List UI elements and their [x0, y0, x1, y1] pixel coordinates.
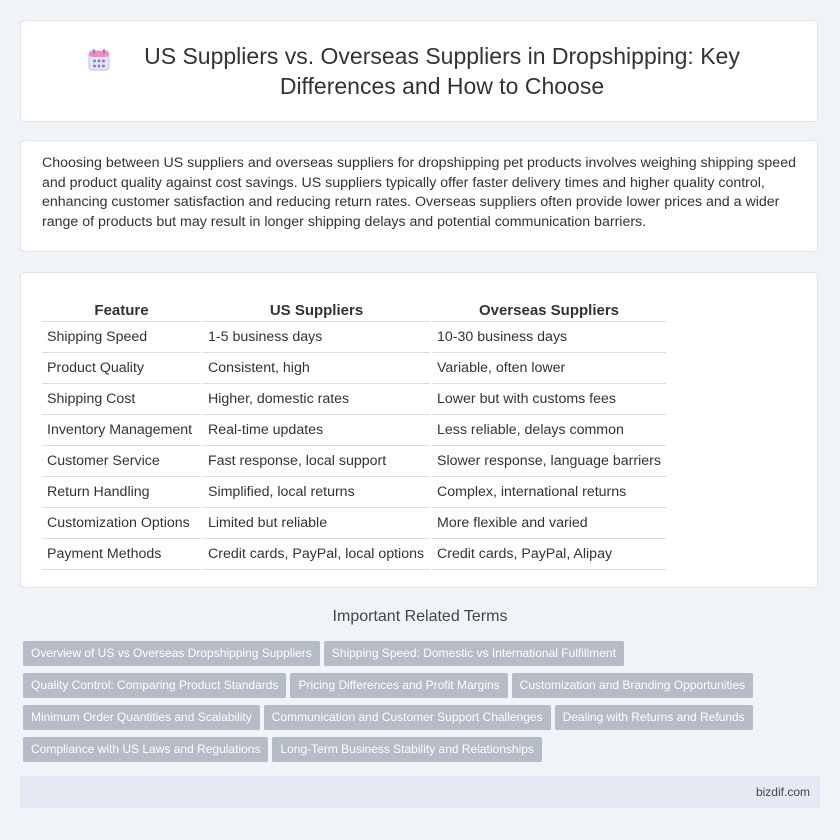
related-terms-heading: Important Related Terms — [332, 608, 508, 625]
related-term-tag[interactable]: Minimum Order Quantities and Scalability — [23, 705, 260, 730]
table-cell: Limited but reliable — [203, 508, 430, 539]
comparison-card — [20, 272, 818, 588]
table-cell: Lower but with customs fees — [432, 384, 666, 415]
table-cell: Slower response, language barriers — [432, 446, 666, 477]
title-wrap — [86, 41, 752, 101]
table-cell: Variable, often lower — [432, 353, 666, 384]
related-term-tag[interactable]: Customization and Branding Opportunities — [512, 673, 753, 698]
table-row — [42, 477, 666, 508]
table-cell: Payment Methods — [42, 539, 201, 570]
related-term-tag[interactable]: Overview of US vs Overseas Dropshipping Suppliers — [23, 641, 320, 666]
related-term-tag[interactable]: Shipping Speed: Domestic vs International Fulfillment — [324, 641, 624, 666]
column-header-feature: Feature — [42, 293, 201, 322]
table-cell: Credit cards, PayPal, Alipay — [432, 539, 666, 570]
table-row — [42, 353, 666, 384]
column-header-overseas: Overseas Suppliers — [432, 293, 666, 322]
table-cell: 1-5 business days — [203, 322, 430, 353]
related-terms-list — [23, 641, 823, 769]
table-cell: Credit cards, PayPal, local options — [203, 539, 430, 570]
table-row — [42, 384, 666, 415]
table-cell: Simplified, local returns — [203, 477, 430, 508]
related-term-tag[interactable]: Compliance with US Laws and Regulations — [23, 737, 268, 762]
title-card — [20, 20, 818, 122]
table-cell: Product Quality — [42, 353, 201, 384]
footer-site-link[interactable]: bizdif.com — [755, 785, 810, 799]
page-title: US Suppliers vs. Overseas Suppliers in Dropshipping: Key Differences and How to Choose — [144, 43, 740, 99]
related-term-tag[interactable]: Communication and Customer Support Challenges — [264, 705, 551, 730]
table-row — [42, 539, 666, 570]
table-row — [42, 415, 666, 446]
table-row — [42, 508, 666, 539]
column-header-us: US Suppliers — [203, 293, 430, 322]
table-cell: Complex, international returns — [432, 477, 666, 508]
table-cell: Return Handling — [42, 477, 201, 508]
table-row — [42, 446, 666, 477]
table-cell: Shipping Speed — [42, 322, 201, 353]
table-row — [42, 322, 666, 353]
comparison-table — [40, 293, 668, 570]
table-cell: 10-30 business days — [432, 322, 666, 353]
footer-bar — [20, 776, 820, 808]
related-term-tag[interactable]: Dealing with Returns and Refunds — [555, 705, 753, 730]
related-term-tag[interactable]: Pricing Differences and Profit Margins — [290, 673, 507, 698]
table-cell: Inventory Management — [42, 415, 201, 446]
calendar-icon — [86, 47, 112, 73]
intro-paragraph: Choosing between US suppliers and overseas suppliers for dropshipping pet products involves weighing shipping speed and product quality against cost savings. US suppliers typically offer faster delivery times and higher quality control, enhancing customer satisfaction and reducing return rates. Overseas suppliers often provide lower prices and a wider range of products but may result in longer shipping delays and potential communication barriers. — [42, 155, 796, 230]
related-term-tag[interactable]: Long-Term Business Stability and Relationships — [272, 737, 541, 762]
table-cell: Fast response, local support — [203, 446, 430, 477]
table-cell: Shipping Cost — [42, 384, 201, 415]
related-term-tag[interactable]: Quality Control: Comparing Product Standards — [23, 673, 286, 698]
table-cell: Consistent, high — [203, 353, 430, 384]
table-cell: Less reliable, delays common — [432, 415, 666, 446]
table-cell: More flexible and varied — [432, 508, 666, 539]
table-header-row — [42, 293, 666, 322]
table-cell: Real-time updates — [203, 415, 430, 446]
table-cell: Customer Service — [42, 446, 201, 477]
intro-card — [20, 140, 818, 252]
table-cell: Higher, domestic rates — [203, 384, 430, 415]
table-cell: Customization Options — [42, 508, 201, 539]
